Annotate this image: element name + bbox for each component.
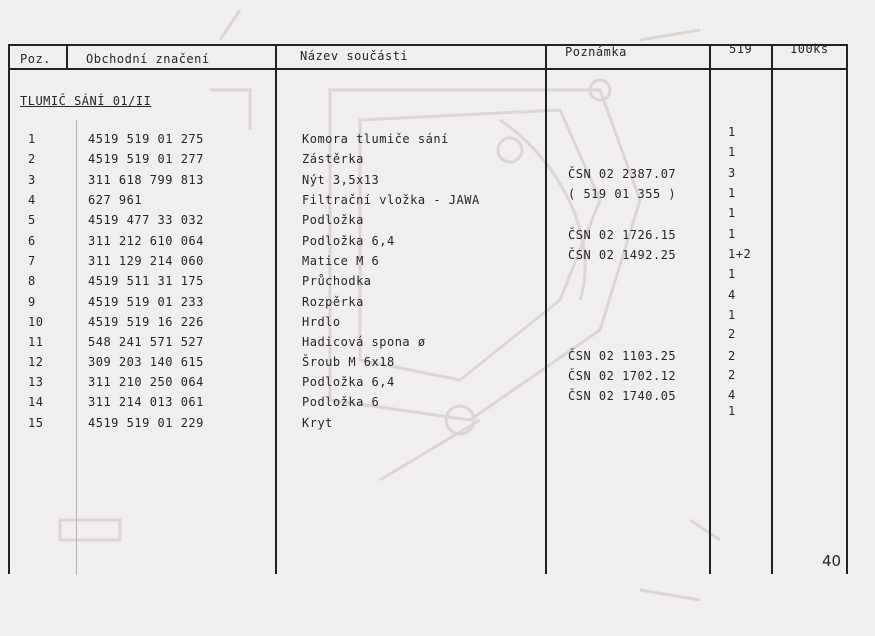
row-code: 311 129 214 060 (88, 254, 204, 268)
row-note: ČSN 02 2387.07 (568, 167, 677, 181)
row-qty: 4 (728, 288, 736, 302)
row-name: Průchodka (302, 274, 372, 288)
row-qty: 1 (728, 308, 736, 322)
row-poz: 9 (28, 295, 36, 309)
row-poz: 3 (28, 173, 36, 187)
row-poz: 14 (28, 395, 44, 409)
row-qty: 3 (728, 166, 736, 180)
row-poz: 10 (28, 315, 44, 329)
row-name: Rozpěrka (302, 295, 364, 309)
row-poz: 1 (28, 132, 36, 146)
row-qty: 1 (728, 186, 736, 200)
row-note: ( 519 01 355 ) (568, 187, 677, 201)
row-poz: 7 (28, 254, 36, 268)
row-poz: 6 (28, 234, 36, 248)
row-code: 548 241 571 527 (88, 335, 204, 349)
page-number: 40 (822, 552, 842, 570)
row-note: ČSN 02 1740.05 (568, 389, 677, 403)
row-code: 4519 519 01 233 (88, 295, 204, 309)
row-code: 311 618 799 813 (88, 173, 204, 187)
row-code: 4519 519 01 275 (88, 132, 204, 146)
table-right-border (846, 44, 848, 574)
row-name: Nýt 3,5x13 (302, 173, 380, 187)
row-qty: 2 (728, 327, 736, 341)
row-note: ČSN 02 1492.25 (568, 248, 677, 262)
col-divider-name (545, 44, 547, 574)
row-code: 311 212 610 064 (88, 234, 204, 248)
row-name: Hadicová spona ø (302, 335, 426, 349)
section-title: TLUMIČ SÁNÍ 01/II (20, 94, 152, 108)
row-code: 311 210 250 064 (88, 375, 204, 389)
row-qty: 1 (728, 145, 736, 159)
row-poz: 15 (28, 416, 44, 430)
header-top-rule (8, 44, 846, 46)
row-name: Kryt (302, 416, 333, 430)
col-divider-model (771, 44, 773, 574)
row-name: Šroub M 6x18 (302, 355, 395, 369)
header-poz: Poz. (20, 52, 51, 66)
header-note: Poznámka (565, 45, 627, 59)
row-name: Podložka 6 (302, 395, 380, 409)
header-code: Obchodní značení (86, 52, 210, 66)
row-name: Zástěrka (302, 152, 364, 166)
row-poz: 2 (28, 152, 36, 166)
row-qty: 1 (728, 227, 736, 241)
col-divider-code (275, 44, 277, 574)
row-code: 627 961 (88, 193, 143, 207)
col-divider-poz (66, 44, 68, 70)
row-code: 4519 519 01 229 (88, 416, 204, 430)
row-qty: 4 (728, 388, 736, 402)
col-divider-note (709, 44, 711, 574)
row-name: Komora tlumiče sání (302, 132, 449, 146)
row-note: ČSN 02 1726.15 (568, 228, 677, 242)
row-name: Podložka (302, 213, 364, 227)
row-qty: 1 (728, 206, 736, 220)
row-qty: 2 (728, 368, 736, 382)
row-code: 4519 477 33 032 (88, 213, 204, 227)
row-poz: 11 (28, 335, 44, 349)
row-qty: 1+2 (728, 247, 752, 261)
row-poz: 8 (28, 274, 36, 288)
row-qty: 1 (728, 404, 736, 418)
row-note: ČSN 02 1103.25 (568, 349, 677, 363)
row-qty: 2 (728, 349, 736, 363)
header-qty-unit: 100ks (790, 42, 829, 56)
table-left-border (8, 44, 10, 574)
row-poz: 13 (28, 375, 44, 389)
row-poz: 4 (28, 193, 36, 207)
header-name: Název součásti (300, 49, 409, 63)
row-code: 309 203 140 615 (88, 355, 204, 369)
row-code: 4519 511 31 175 (88, 274, 204, 288)
row-poz: 12 (28, 355, 44, 369)
row-code: 311 214 013 061 (88, 395, 204, 409)
row-code: 4519 519 16 226 (88, 315, 204, 329)
header-model: 519 (729, 42, 753, 56)
row-name: Hrdlo (302, 315, 341, 329)
row-code: 4519 519 01 277 (88, 152, 204, 166)
row-note: ČSN 02 1702.12 (568, 369, 677, 383)
row-name: Podložka 6,4 (302, 375, 395, 389)
header-bottom-rule (8, 68, 846, 70)
row-poz: 5 (28, 213, 36, 227)
row-qty: 1 (728, 125, 736, 139)
row-name: Filtrační vložka - JAWA (302, 193, 480, 207)
row-qty: 1 (728, 267, 736, 281)
row-name: Matice M 6 (302, 254, 380, 268)
poz-code-faint-divider (76, 120, 77, 575)
row-name: Podložka 6,4 (302, 234, 395, 248)
